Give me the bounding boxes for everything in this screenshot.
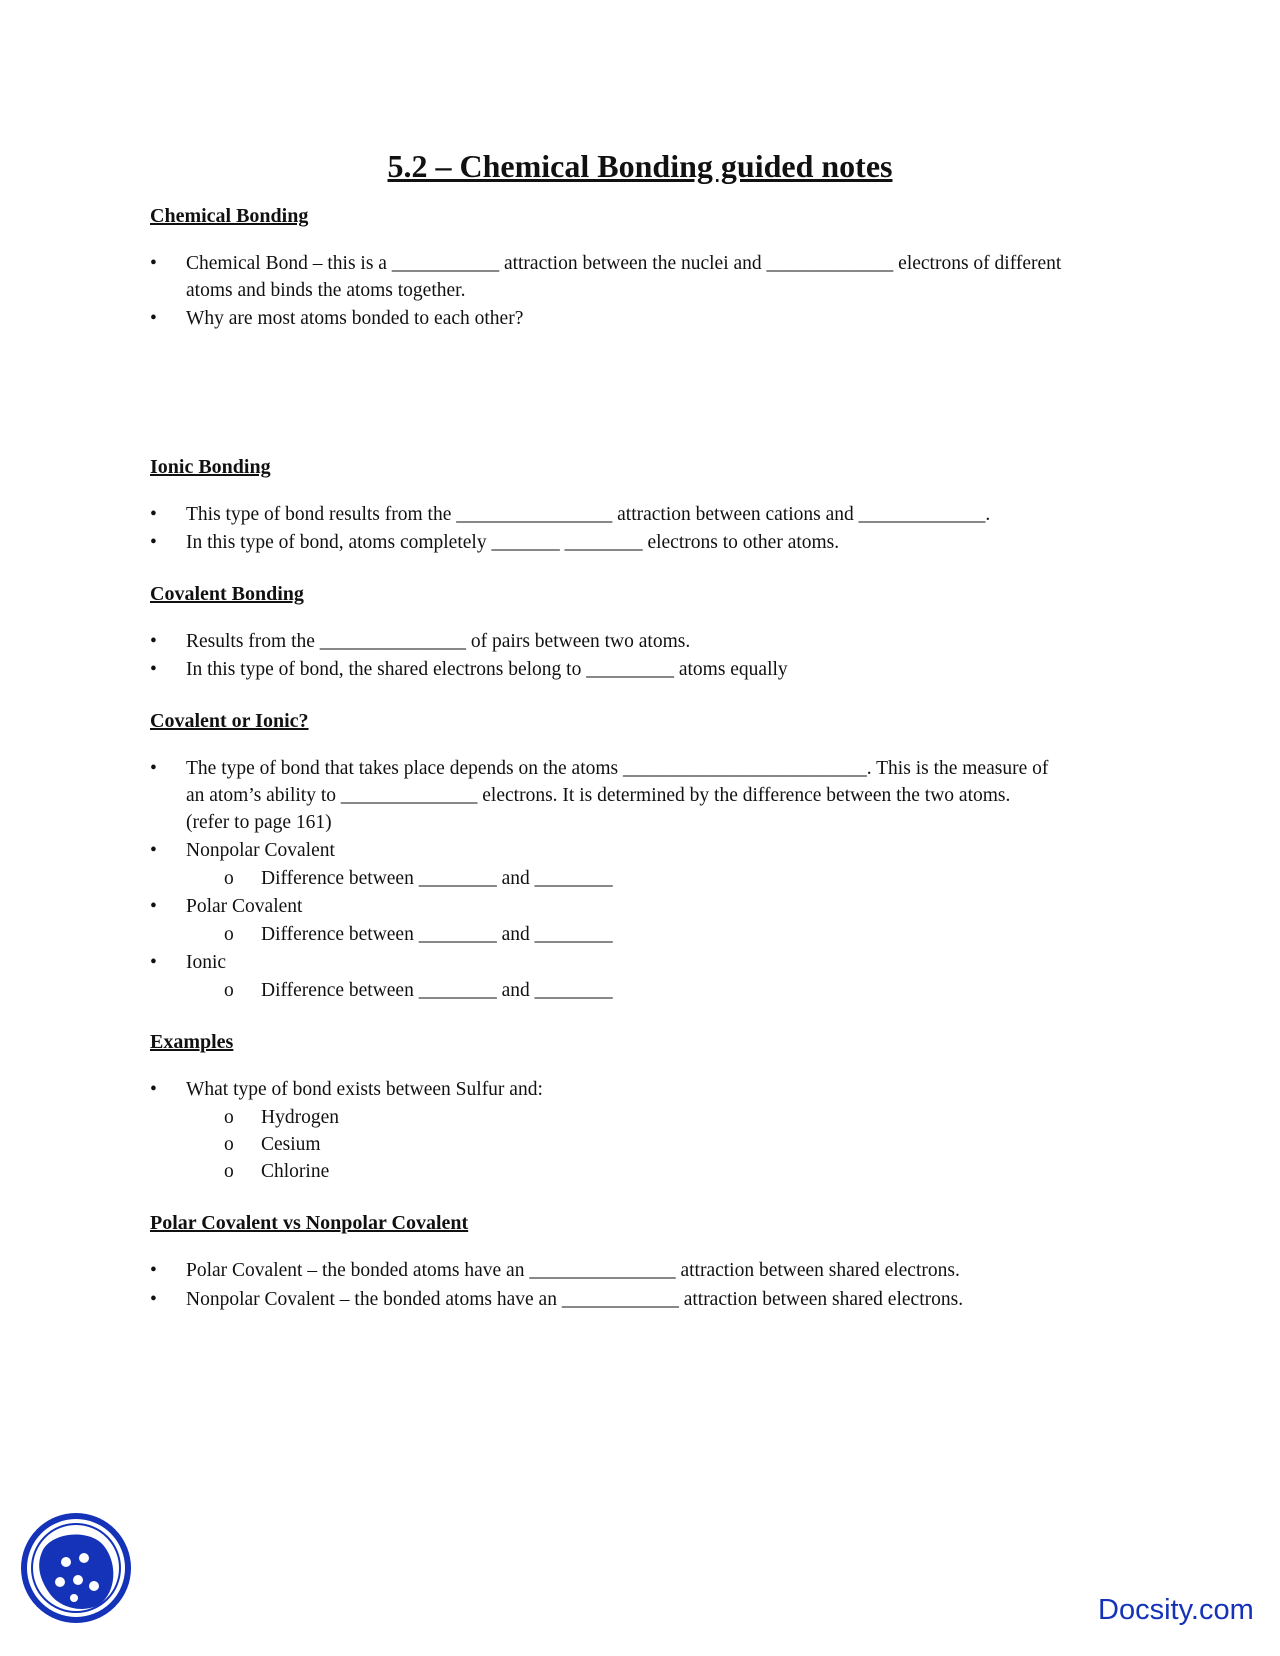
text-line: an atom’s ability to ______________ electrons. It is determined by the difference between the two atoms. <box>186 785 1011 806</box>
heading-polar-vs-nonpolar: Polar Covalent vs Nonpolar Covalent <box>150 1212 469 1234</box>
heading-covalent-bonding: Covalent Bonding <box>150 583 304 605</box>
text-line: Ionic <box>186 952 227 973</box>
text-line: The type of bond that takes place depends on the atoms _________________________. This is the measure of <box>186 758 1049 779</box>
text-line: Hydrogen <box>261 1107 339 1128</box>
sub-bullet: o <box>224 924 234 945</box>
bullet: • <box>150 253 157 274</box>
text-line: What type of bond exists between Sulfur and: <box>186 1079 543 1100</box>
bullet: • <box>150 840 157 861</box>
text-line: Chemical Bond – this is a ___________ attraction between the nuclei and _____________ electrons of different <box>186 253 1062 274</box>
docsity-brand-link[interactable]: Docsity.com <box>1098 1594 1254 1626</box>
bullet: • <box>150 504 157 525</box>
heading-covalent-or-ionic: Covalent or Ionic? <box>150 710 309 732</box>
text-line: Results from the _______________ of pairs between two atoms. <box>186 631 691 652</box>
bullet: • <box>150 532 157 553</box>
text-line: Why are most atoms bonded to each other? <box>186 308 524 329</box>
bullet: • <box>150 1289 157 1310</box>
sub-bullet: o <box>224 1134 234 1155</box>
bullet: • <box>150 1079 157 1100</box>
page-title: 5.2 – Chemical Bonding guided notes <box>387 148 893 184</box>
text-line: Nonpolar Covalent <box>186 840 335 861</box>
text-line: Difference between ________ and ________ <box>261 980 613 1001</box>
bullet: • <box>150 896 157 917</box>
text-line: In this type of bond, the shared electrons belong to _________ atoms equally <box>186 659 788 680</box>
heading-examples: Examples <box>150 1031 234 1053</box>
text-line: This type of bond results from the ________________ attraction between cations and _____________. <box>186 504 991 525</box>
sub-bullet: o <box>224 1161 234 1182</box>
text-line: (refer to page 161) <box>186 812 332 833</box>
heading-chemical-bonding: Chemical Bonding <box>150 205 309 227</box>
text-line: Difference between ________ and ________ <box>261 868 613 889</box>
text-line: Cesium <box>261 1134 321 1155</box>
bullet: • <box>150 952 157 973</box>
text-line: Chlorine <box>261 1161 330 1182</box>
text-line: Difference between ________ and ________ <box>261 924 613 945</box>
sub-bullet: o <box>224 1107 234 1128</box>
text-line: Polar Covalent <box>186 896 303 917</box>
bullet: • <box>150 1260 157 1281</box>
heading-ionic-bonding: Ionic Bonding <box>150 456 271 478</box>
text-line: Polar Covalent – the bonded atoms have an _______________ attraction between shared electrons. <box>186 1260 960 1281</box>
docsity-logo-icon <box>20 1512 132 1624</box>
bullet: • <box>150 308 157 329</box>
bullet: • <box>150 758 157 779</box>
sub-bullet: o <box>224 868 234 889</box>
bullet: • <box>150 659 157 680</box>
text-line: atoms and binds the atoms together. <box>186 280 466 301</box>
text-line: Nonpolar Covalent – the bonded atoms have an ____________ attraction between shared electrons. <box>186 1289 964 1310</box>
sub-bullet: o <box>224 980 234 1001</box>
text-line: In this type of bond, atoms completely _______ ________ electrons to other atoms. <box>186 532 840 553</box>
bullet: • <box>150 631 157 652</box>
